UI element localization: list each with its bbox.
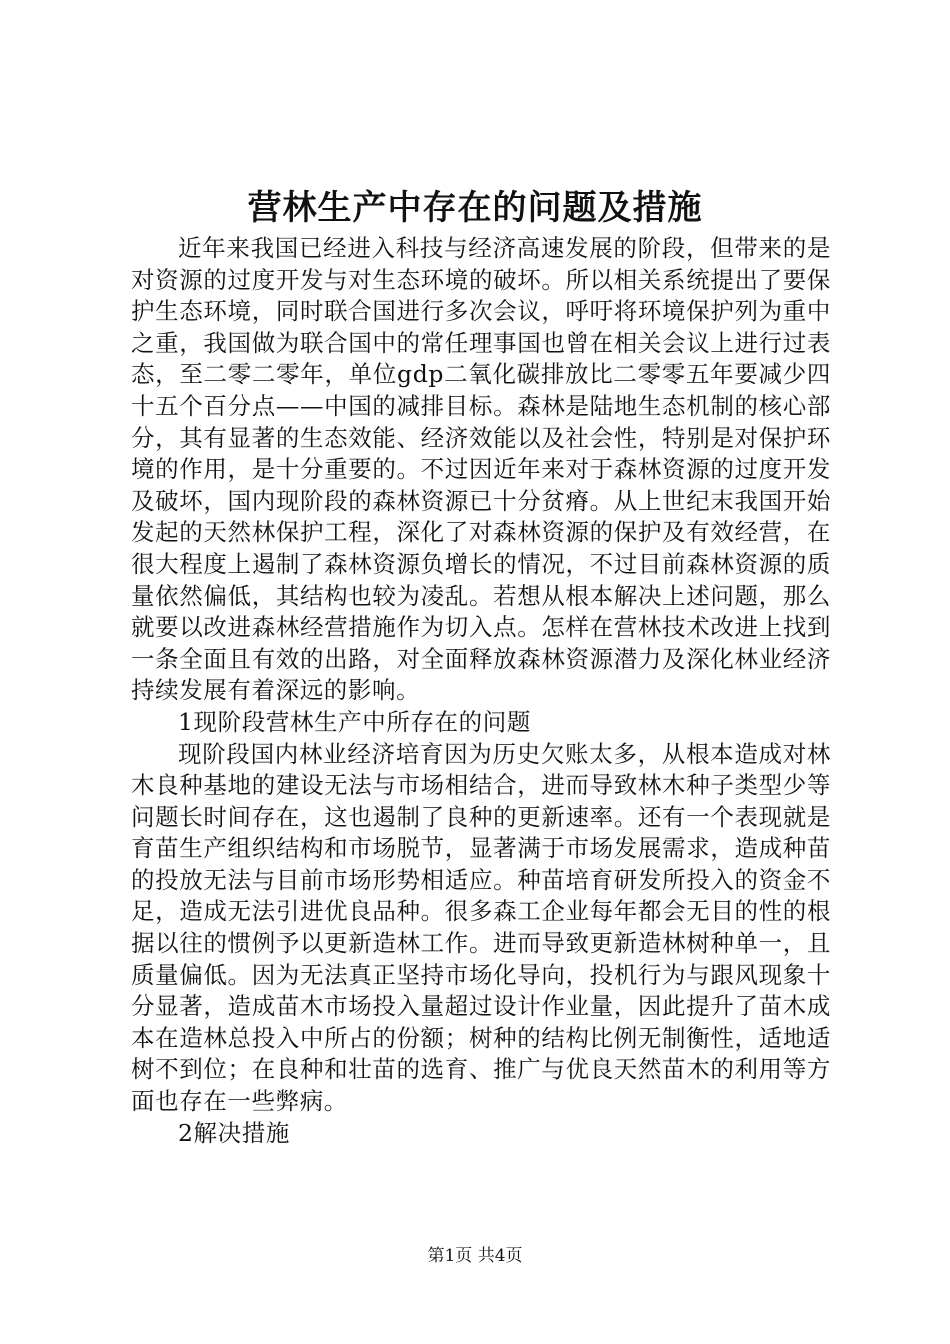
paragraph-problems: 现阶段国内林业经济培育因为历史欠账太多，从根本造成对林木良种基地的建设无法与市场相结合，进而导致林木种子类型少等问题长时间存在，这也遏制了良种的更新速率。还有一个表现就是育苗生产组织结构和市场脱节，显著满于市场发展需求，造成种苗的投放无法与目前市场形势相适应。种苗培育研发所投入的资金不足，造成无法引进优良品种。很多森工企业每年都会无目的性的根据以往的惯例予以更新造林工作。进而导致更新造林树种单一，且质量偏低。因为无法真正坚持市场化导向，投机行为与跟风现象十分显著，造成苗木市场投入量超过设计作业量，因此提升了苗木成本在造林总投入中所占的份额；树种的结构比例无制衡性，适地适树不到位；在良种和壮苗的选育、推广与优良天然苗木的利用等方面也存在一些弊病。 [131, 739, 831, 1116]
section-heading-problems: 1现阶段营林生产中所存在的问题 [178, 707, 531, 736]
paragraph-intro: 近年来我国已经进入科技与经济高速发展的阶段，但带来的是对资源的过度开发与对生态环境的破坏。所以相关系统提出了要保护生态环境，同时联合国进行多次会议，呼吁将环境保护列为重中之重，我国做为联合国中的常任理事国也曾在相关会议上进行过表态，至二零二零年，单位gdp二氧化碳排放比二零零五年要减少四十五个百分点——中国的减排目标。森林是陆地生态机制的核心部分，其有显著的生态效能、经济效能以及社会性，特别是对保护环境的作用，是十分重要的。不过因近年来对于森林资源的过度开发及破坏，国内现阶段的森林资源已十分贫瘠。从上世纪末我国开始发起的天然林保护工程，深化了对森林资源的保护及有效经营，在很大程度上遏制了森林资源负增长的情况，不过目前森林资源的质量依然偏低，其结构也较为凌乱。若想从根本解决上述问题，那么就要以改进森林经营措施作为切入点。怎样在营林技术改进上找到一条全面且有效的出路，对全面释放森林资源潜力及深化林业经济持续发展有着深远的影响。 [131, 234, 831, 705]
document-body [131, 233, 831, 1149]
document-title: 营林生产中存在的问题及措施 [247, 188, 703, 228]
page-number-footer: 第1页 共4页 [427, 1246, 523, 1266]
section-heading-solutions: 2解决措施 [178, 1118, 290, 1147]
